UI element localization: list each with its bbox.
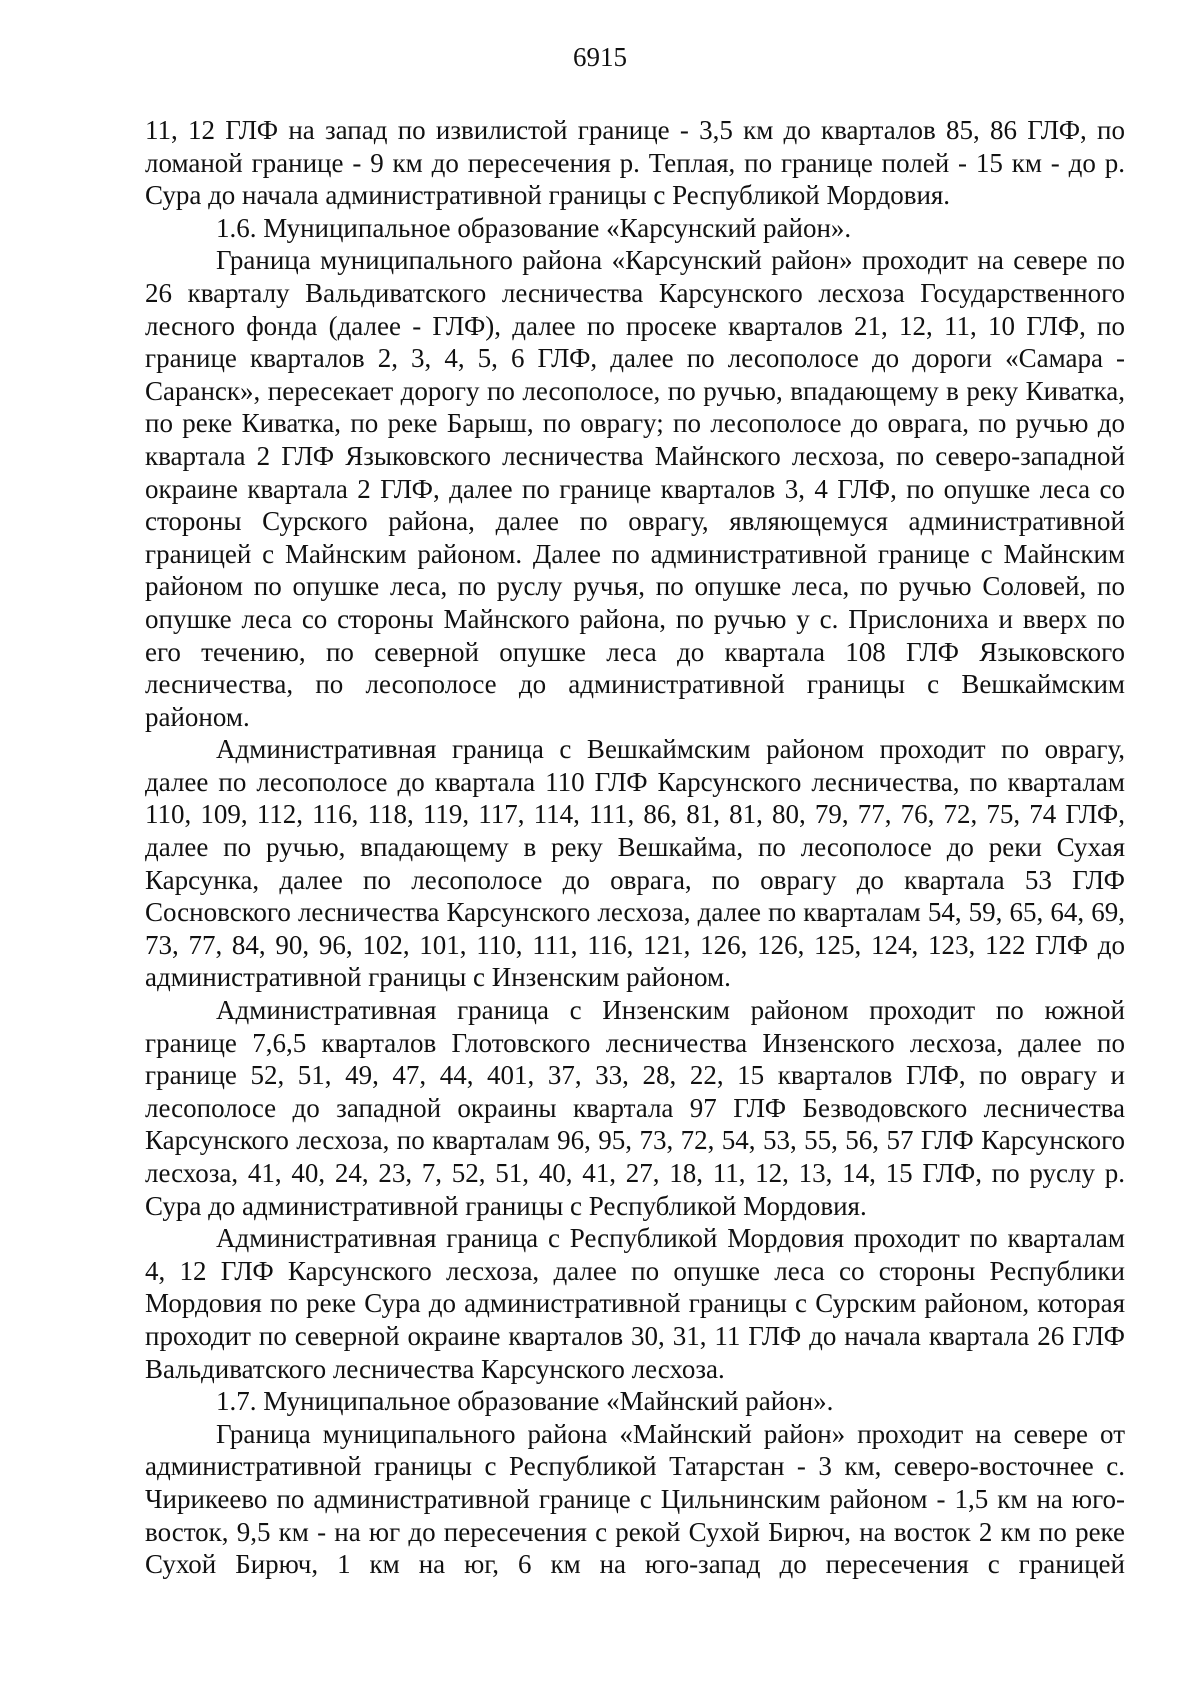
document-body bbox=[145, 114, 1125, 1581]
section-heading-karsunsky: 1.6. Муниципальное образование «Карсунский район». bbox=[216, 212, 852, 243]
paragraph-inzensky-border: Административная граница с Инзенским районом проходит по южной границе 7,6,5 кварталов Глотовского лесничества Инзенского лесхоза, далее по границе 52, 51, 49, 47, 44, 401, 37, 33, 28, 22, 15 кварталов ГЛФ, по оврагу и лесополосе до западной окраины квартала 97 ГЛФ Безводовского лесничества Карсунского лесхоза, по кварталам 96, 95, 73, 72, 54, 53, 55, 56, 57 ГЛФ Карсунского лесхоза, 41, 40, 24, 23, 7, 52, 51, 40, 41, 27, 18, 11, 12, 13, 14, 15 ГЛФ, по руслу р. Сура до административной границы с Республикой Мордовия. bbox=[145, 995, 1125, 1221]
paragraph-karsunsky-north: Граница муниципального района «Карсунский район» проходит на севере по 26 кварталу Вальдиватского лесничества Карсунского лесхоза Государственного лесного фонда (далее - ГЛФ), далее по просеке кварталов 21, 12, 11, 10 ГЛФ, по границе кварталов 2, 3, 4, 5, 6 ГЛФ, далее по лесополосе до дороги «Самара - Саранск», пересекает дорогу по лесополосе, по ручью, впадающему в реку Киватка, по реке Киватка, по реке Барыш, по оврагу; по лесополосе до оврага, по ручью до квартала 2 ГЛФ Языковского лесничества Майнского лесхоза, по северо-западной окраине квартала 2 ГЛФ, далее по границе кварталов 3, 4 ГЛФ, по опушке леса со стороны Сурского района, далее по оврагу, являющемуся административной границей с Майнским районом. Далее по административной границе с Майнским районом по опушке леса, по руслу ручья, по опушке леса, по ручью Соловей, по опушке леса со стороны Майнского района, по ручью у с. Прислониха и вверх по его течению, по северной опушке леса до квартала 108 ГЛФ Языковского лесничества, по лесополосе до административной границы с Вешкаймским районом. bbox=[145, 245, 1125, 732]
paragraph-mordovia-border: Административная граница с Республикой Мордовия проходит по кварталам 4, 12 ГЛФ Карсунского лесхоза, далее по опушке леса со стороны Республики Мордовия по реке Сура до административной границы с Сурским районом, которая проходит по северной окраине кварталов 30, 31, 11 ГЛФ до начала квартала 26 ГЛФ Вальдиватского лесничества Карсунского лесхоза. bbox=[145, 1223, 1125, 1384]
paragraph-continuation: 11, 12 ГЛФ на запад по извилистой границе - 3,5 км до кварталов 85, 86 ГЛФ, по ломаной границе - 9 км до пересечения р. Теплая, по границе полей - 15 км - до р. Сура до начала административной границы с Республикой Мордовия. bbox=[145, 115, 1125, 211]
paragraph-veshkaimsky-border: Административная граница с Вешкаймским районом проходит по оврагу, далее по лесополосе до квартала 110 ГЛФ Карсунского лесничества, по кварталам 110, 109, 112, 116, 118, 119, 117, 114, 111, 86, 81, 81, 80, 79, 77, 76, 72, 75, 74 ГЛФ, далее по ручью, впадающему в реку Вешкайма, по лесополосе до реки Сухая Карсунка, далее по лесополосе до оврага, по оврагу до квартала 53 ГЛФ Сосновского лесничества Карсунского лесхоза, далее по кварталам 54, 59, 65, 64, 69, 73, 77, 84, 90, 96, 102, 101, 110, 111, 116, 121, 126, 126, 125, 124, 123, 122 ГЛФ до административной границы с Инзенским районом. bbox=[145, 734, 1125, 993]
paragraph-mainsky-north: Граница муниципального района «Майнский район» проходит на севере от административной границы с Республикой Татарстан - 3 км, северо-восточнее с. Чирикеево по административной границе с Цильнинским районом - 1,5 км на юго-восток, 9,5 км - на юг до пересечения с рекой Сухой Бирюч, на восток 2 км по реке Сухой Бирюч, 1 км на юг, 6 км на юго-запад до пересечения с границей bbox=[145, 1418, 1125, 1580]
page-number: 6915 bbox=[573, 42, 627, 72]
section-heading-mainsky: 1.7. Муниципальное образование «Майнский район». bbox=[216, 1386, 834, 1417]
